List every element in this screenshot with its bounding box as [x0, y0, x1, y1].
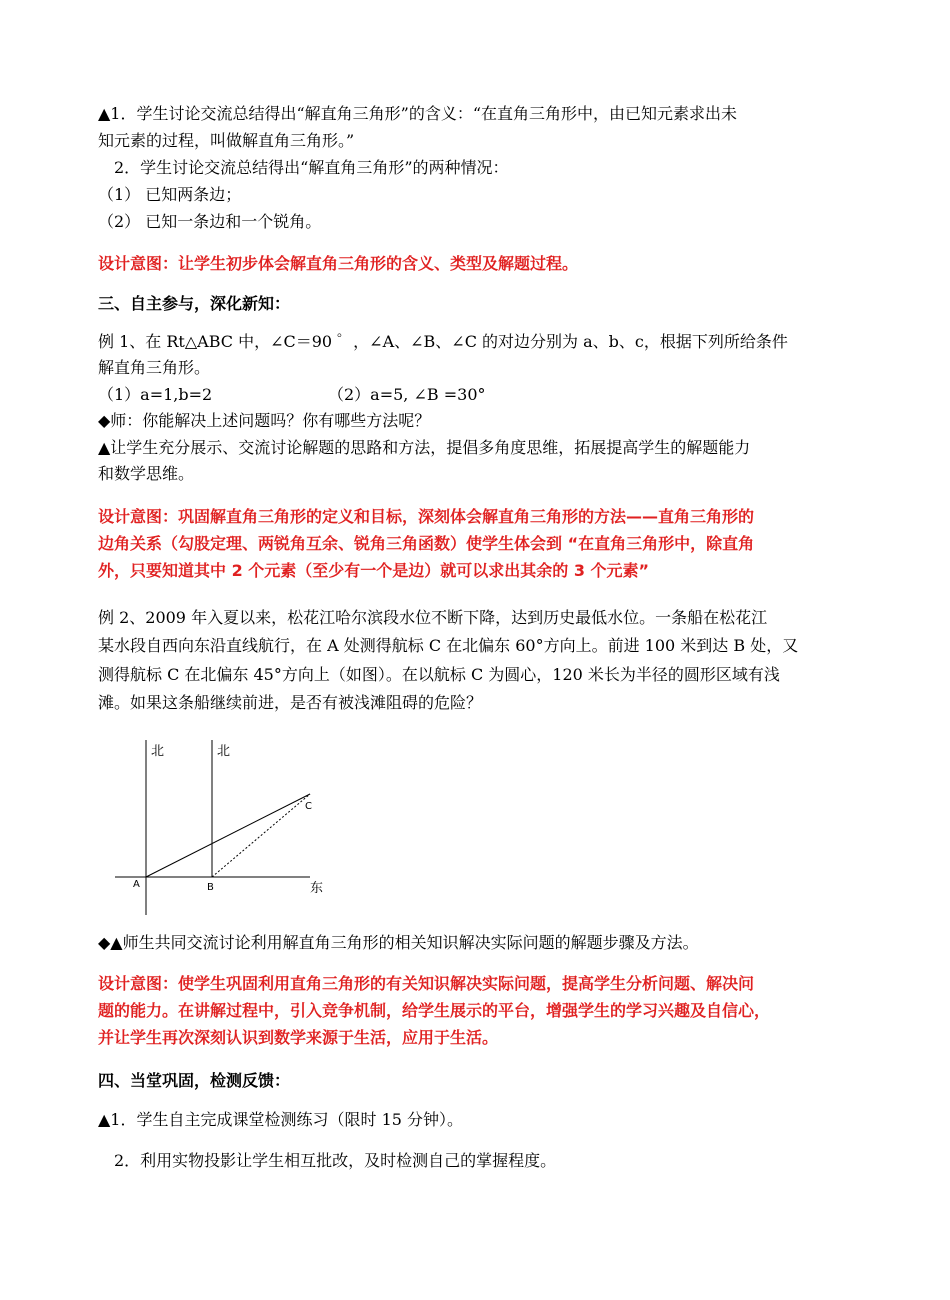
- navigation-diagram: [115, 735, 330, 920]
- design-intent-3-line2: 题的能力。在讲解过程中，引入竞争机制，给学生展示的平台，增强学生的学习兴趣及自信心，: [98, 1001, 771, 1020]
- student-activity-line2: 和数学思维。: [98, 464, 195, 483]
- teacher-question: ◆师：你能解决上述问题吗？你有哪些方法呢？: [98, 411, 431, 430]
- discussion-paragraph: ◆▲师生共同交流讨论利用解直角三角形的相关知识解决实际问题的解题步骤及方法。: [98, 933, 699, 952]
- point-a-label: A: [133, 879, 140, 890]
- point-c-label: C: [305, 801, 312, 812]
- example-2-line2: 某水段自西向东沿直线航行，在 A 处测得航标 C 在北偏东 60°方向上。前进 100 米到达 B 处，又: [98, 636, 799, 655]
- case-2: （2） 已知一条边和一个锐角。: [98, 212, 322, 231]
- example-2-line3: 测得航标 C 在北偏东 45°方向上（如图）。在以航标 C 为圆心，120 米长为半径的圆形区域有浅: [98, 665, 780, 684]
- intro-paragraph-2: 2．学生讨论交流总结得出“解直角三角形”的两种情况：: [114, 158, 509, 177]
- condition-2: （2）a=5, ∠B =30°: [328, 385, 486, 404]
- line-bc: [212, 794, 310, 877]
- practice-step-2: 2．利用实物投影让学生相互批改，及时检测自己的掌握程度。: [114, 1151, 557, 1170]
- section-heading-3: 三、自主参与，深化新知：: [98, 294, 291, 313]
- design-intent-3-line3: 并让学生再次深刻认识到数学来源于生活，应用于生活。: [98, 1028, 499, 1047]
- design-intent-2-line2: 边角关系（勾股定理、两锐角互余、锐角三角函数）使学生体会到 “在直角三角形中，除直角: [98, 534, 755, 553]
- east-label: 东: [310, 881, 324, 896]
- design-intent-2-line1: 设计意图：巩固解直角三角形的定义和目标，深刻体会解直角三角形的方法——直角三角形的: [98, 507, 755, 526]
- condition-1: （1）a=1,b=2: [98, 385, 213, 404]
- intro-paragraph-line2: 知元素的过程，叫做解直角三角形。”: [98, 131, 355, 150]
- example-2-line4: 滩。如果这条船继续前进，是否有被浅滩阻碍的危险？: [98, 693, 483, 712]
- north-label-1: 北: [151, 744, 165, 759]
- section-heading-4: 四、当堂巩固，检测反馈：: [98, 1071, 291, 1090]
- practice-step-1: ▲1．学生自主完成课堂检测练习（限时 15 分钟）。: [98, 1110, 464, 1129]
- point-b-label: B: [207, 882, 214, 893]
- student-activity-line1: ▲让学生充分展示、交流讨论解题的思路和方法，提倡多角度思维，拓展提高学生的解题能力: [98, 438, 751, 457]
- north-label-2: 北: [217, 744, 231, 759]
- example-1-line2: 解直角三角形。: [98, 358, 211, 377]
- line-ac: [146, 794, 310, 877]
- design-intent-3-line1: 设计意图：使学生巩固利用直角三角形的有关知识解决实际问题，提高学生分析问题、解决问: [98, 974, 755, 993]
- design-intent-1: 设计意图：让学生初步体会解直角三角形的含义、类型及解题过程。: [98, 254, 579, 273]
- example-1-line1: 例 1、在 Rt△ABC 中，∠C＝90 ゜，∠A、∠B、∠C 的对边分别为 a、b、c，根据下列所给条件: [98, 332, 788, 351]
- intro-paragraph-line1: ▲1．学生讨论交流总结得出“解直角三角形”的含义：“在直角三角形中，由已知元素求出未: [98, 104, 738, 123]
- example-2-line1: 例 2、2009 年入夏以来，松花江哈尔滨段水位不断下降，达到历史最低水位。一条船在松花江: [98, 608, 768, 627]
- case-1: （1） 已知两条边；: [98, 185, 242, 204]
- design-intent-2-line3: 外，只要知道其中 2 个元素（至少有一个是边）就可以求出其余的 3 个元素”: [98, 561, 650, 580]
